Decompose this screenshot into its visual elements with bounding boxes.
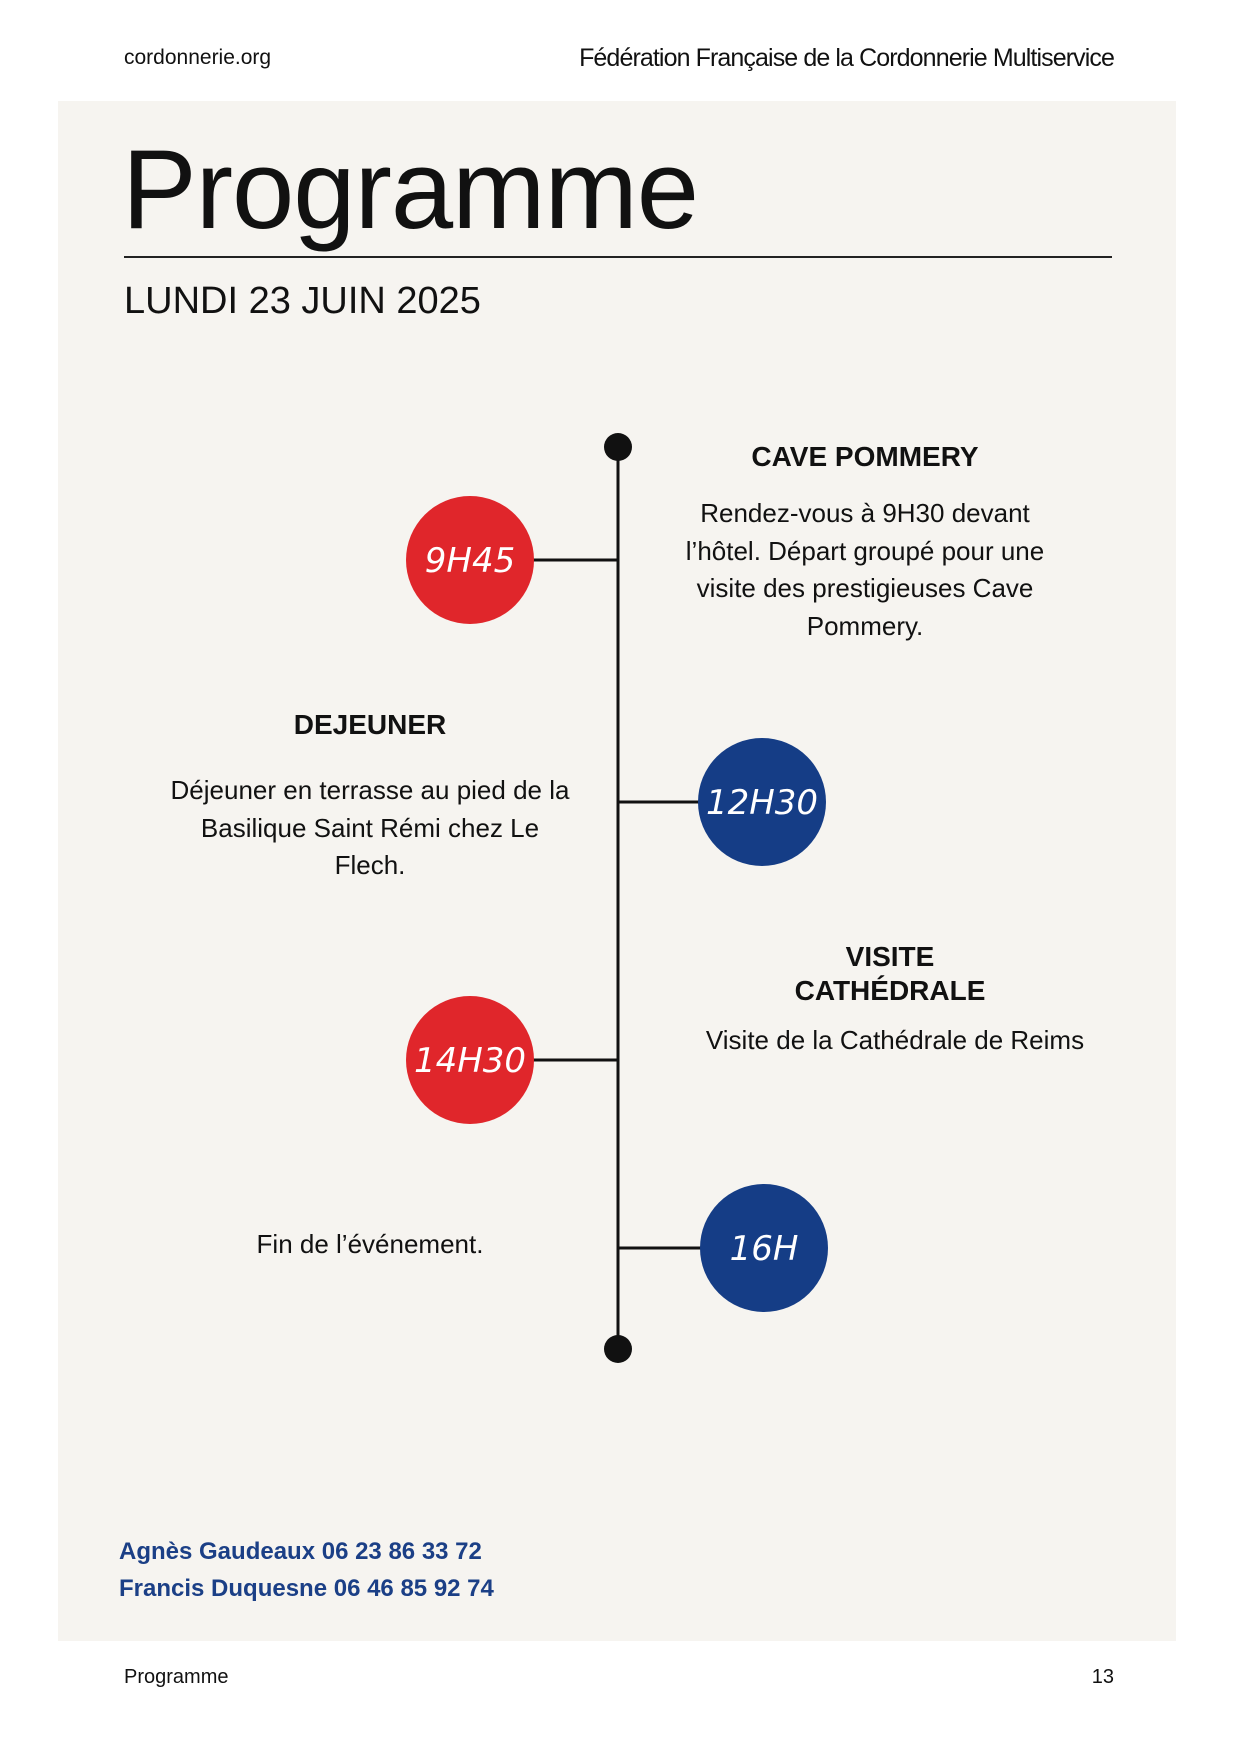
timeline-end-dot xyxy=(604,1335,632,1363)
event-description-1: Rendez-vous à 9H30 devant l’hôtel. Départ groupé pour une visite des prestigieuses Cave Pommery. xyxy=(685,498,1045,642)
event-heading-2: DEJEUNER xyxy=(293,709,447,740)
page-title: Programme xyxy=(122,127,699,252)
page-number: 13 xyxy=(1091,1666,1114,1688)
event-heading-1: CAVE POMMERY xyxy=(751,441,979,472)
event-heading-3-line-2: CATHÉDRALE xyxy=(794,974,986,1006)
footer-section: Programme xyxy=(124,1666,229,1688)
time-label-1: 9H45 xyxy=(424,541,516,581)
time-label-4: 16H xyxy=(729,1229,799,1269)
event-description-3: Visite de la Cathédrale de Reims xyxy=(705,1025,1085,1055)
event-description-4: Fin de l’événement. xyxy=(256,1229,484,1259)
contact-1: Agnès Gaudeaux 06 23 86 33 72 xyxy=(119,1538,482,1565)
event-heading-3 xyxy=(760,940,1020,1007)
website-url[interactable]: cordonnerie.org xyxy=(124,46,272,69)
time-label-3: 14H30 xyxy=(413,1041,527,1081)
timeline-start-dot xyxy=(604,433,632,461)
event-description-2: Déjeuner en terrasse au pied de la Basilique Saint Rémi chez Le Flech. xyxy=(170,775,570,881)
contact-2: Francis Duquesne 06 46 85 92 74 xyxy=(119,1575,494,1602)
organization-name: Fédération Française de la Cordonnerie Multiservice xyxy=(579,44,1114,72)
event-heading-3-line-1: VISITE xyxy=(845,941,935,972)
event-date: LUNDI 23 JUIN 2025 xyxy=(124,280,481,322)
time-label-2: 12H30 xyxy=(705,783,819,823)
